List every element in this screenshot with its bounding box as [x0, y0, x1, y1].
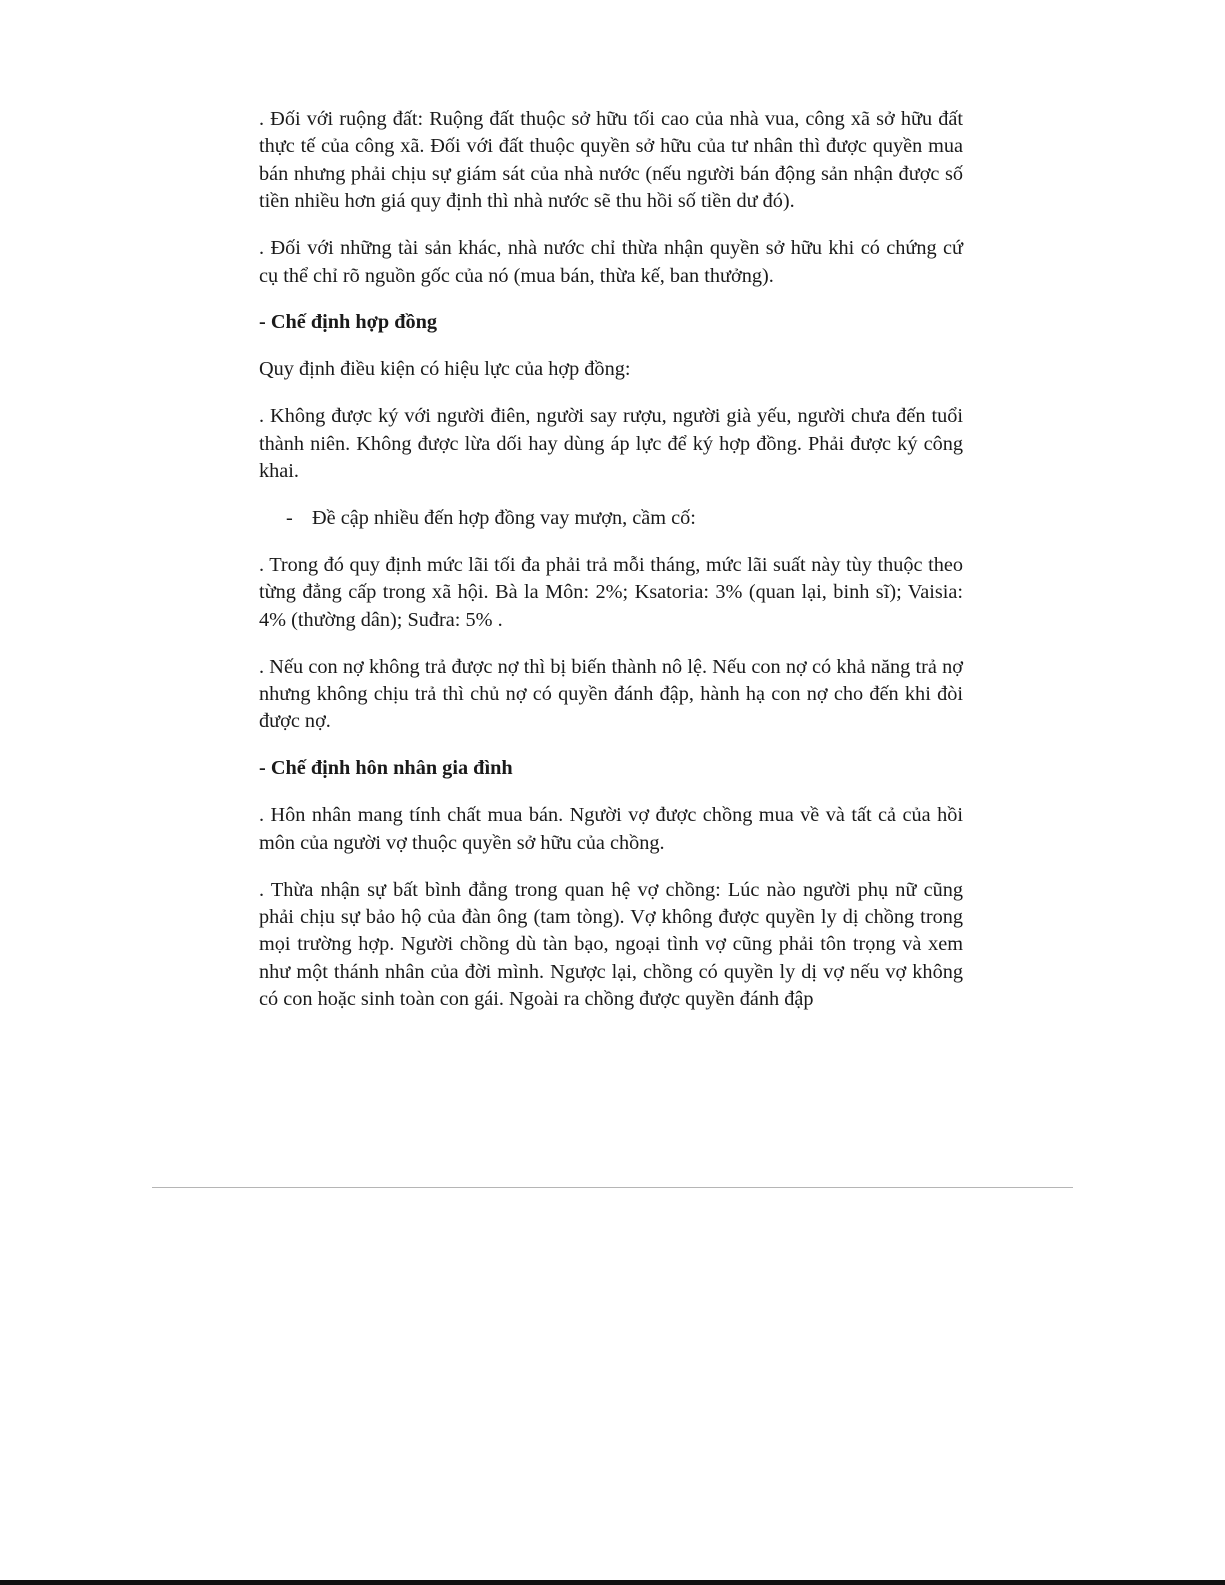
paragraph-other-assets: . Đối với những tài sản khác, nhà nước chỉ thừa nhận quyền sở hữu khi có chứng cứ cụ thể chỉ rõ nguồn gốc của nó (mua bán, thừa kế, ban thưởng).: [259, 237, 963, 287]
paragraph-land-ownership: . Đối với ruộng đất: Ruộng đất thuộc sở hữu tối cao của nhà vua, công xã sở hữu đất thực tế của công xã. Đối với đất thuộc quyền sở hữu của tư nhân thì được quyền mua bán nhưng phải chịu sự giám sát của nhà nước (nếu người bán động sản nhận được số tiền nhiều hơn giá quy định thì nhà nước sẽ thu hồi số tiền dư đó).: [259, 108, 963, 213]
document-body: [259, 106, 963, 1033]
paragraph-interest-rates: . Trong đó quy định mức lãi tối đa phải trả mỗi tháng, mức lãi suất này tùy thuộc theo từng đẳng cấp trong xã hội. Bà la Môn: 2%; Ksatoria: 3% (quan lại, binh sĩ); Vaisia: 4% (thường dân); Suđra: 5% .: [259, 553, 963, 631]
section-heading-marriage: - Chế định hôn nhân gia đình: [259, 757, 513, 780]
paragraph-inequality: . Thừa nhận sự bất bình đẳng trong quan hệ vợ chồng: Lúc nào người phụ nữ cũng phải chịu sự bảo hộ của đàn ông (tam tòng). Vợ không được quyền ly dị chồng trong mọi trường hợp. Người chồng dù tàn bạo, ngoại tình vợ cũng phải tôn trọng và xem như một thánh nhân của đời mình. Ngược lại, chồng có quyền ly dị vợ nếu vợ không có con hoặc sinh toàn con gái. Ngoài ra chồng được quyền đánh đập: [259, 878, 963, 1011]
paragraph-marriage-purchase: . Hôn nhân mang tính chất mua bán. Người vợ được chồng mua về và tất cả của hồi môn của người vợ thuộc quyền sở hữu của chồng.: [259, 804, 963, 854]
bullet-dash: -: [286, 506, 293, 529]
page-divider: [152, 1187, 1073, 1188]
paragraph-contract-restrictions: . Không được ký với người điên, người say rượu, người già yếu, người chưa đến tuổi thành niên. Không được lừa dối hay dùng áp lực để ký hợp đồng. Phải được ký công khai.: [259, 405, 963, 483]
bullet-item-text: Đề cập nhiều đến hợp đồng vay mượn, cầm cố:: [312, 506, 696, 529]
paragraph-debtors: . Nếu con nợ không trả được nợ thì bị biến thành nô lệ. Nếu con nợ có khả năng trả nợ nhưng không chịu trả thì chủ nợ có quyền đánh đập, hành hạ con nợ cho đến khi đòi được nợ.: [259, 655, 963, 733]
bullet-item-loans: [259, 505, 963, 532]
page-bottom-edge: [0, 1580, 1225, 1585]
paragraph-contract-validity: Quy định điều kiện có hiệu lực của hợp đồng:: [259, 358, 631, 381]
section-heading-contracts: - Chế định hợp đồng: [259, 311, 438, 334]
